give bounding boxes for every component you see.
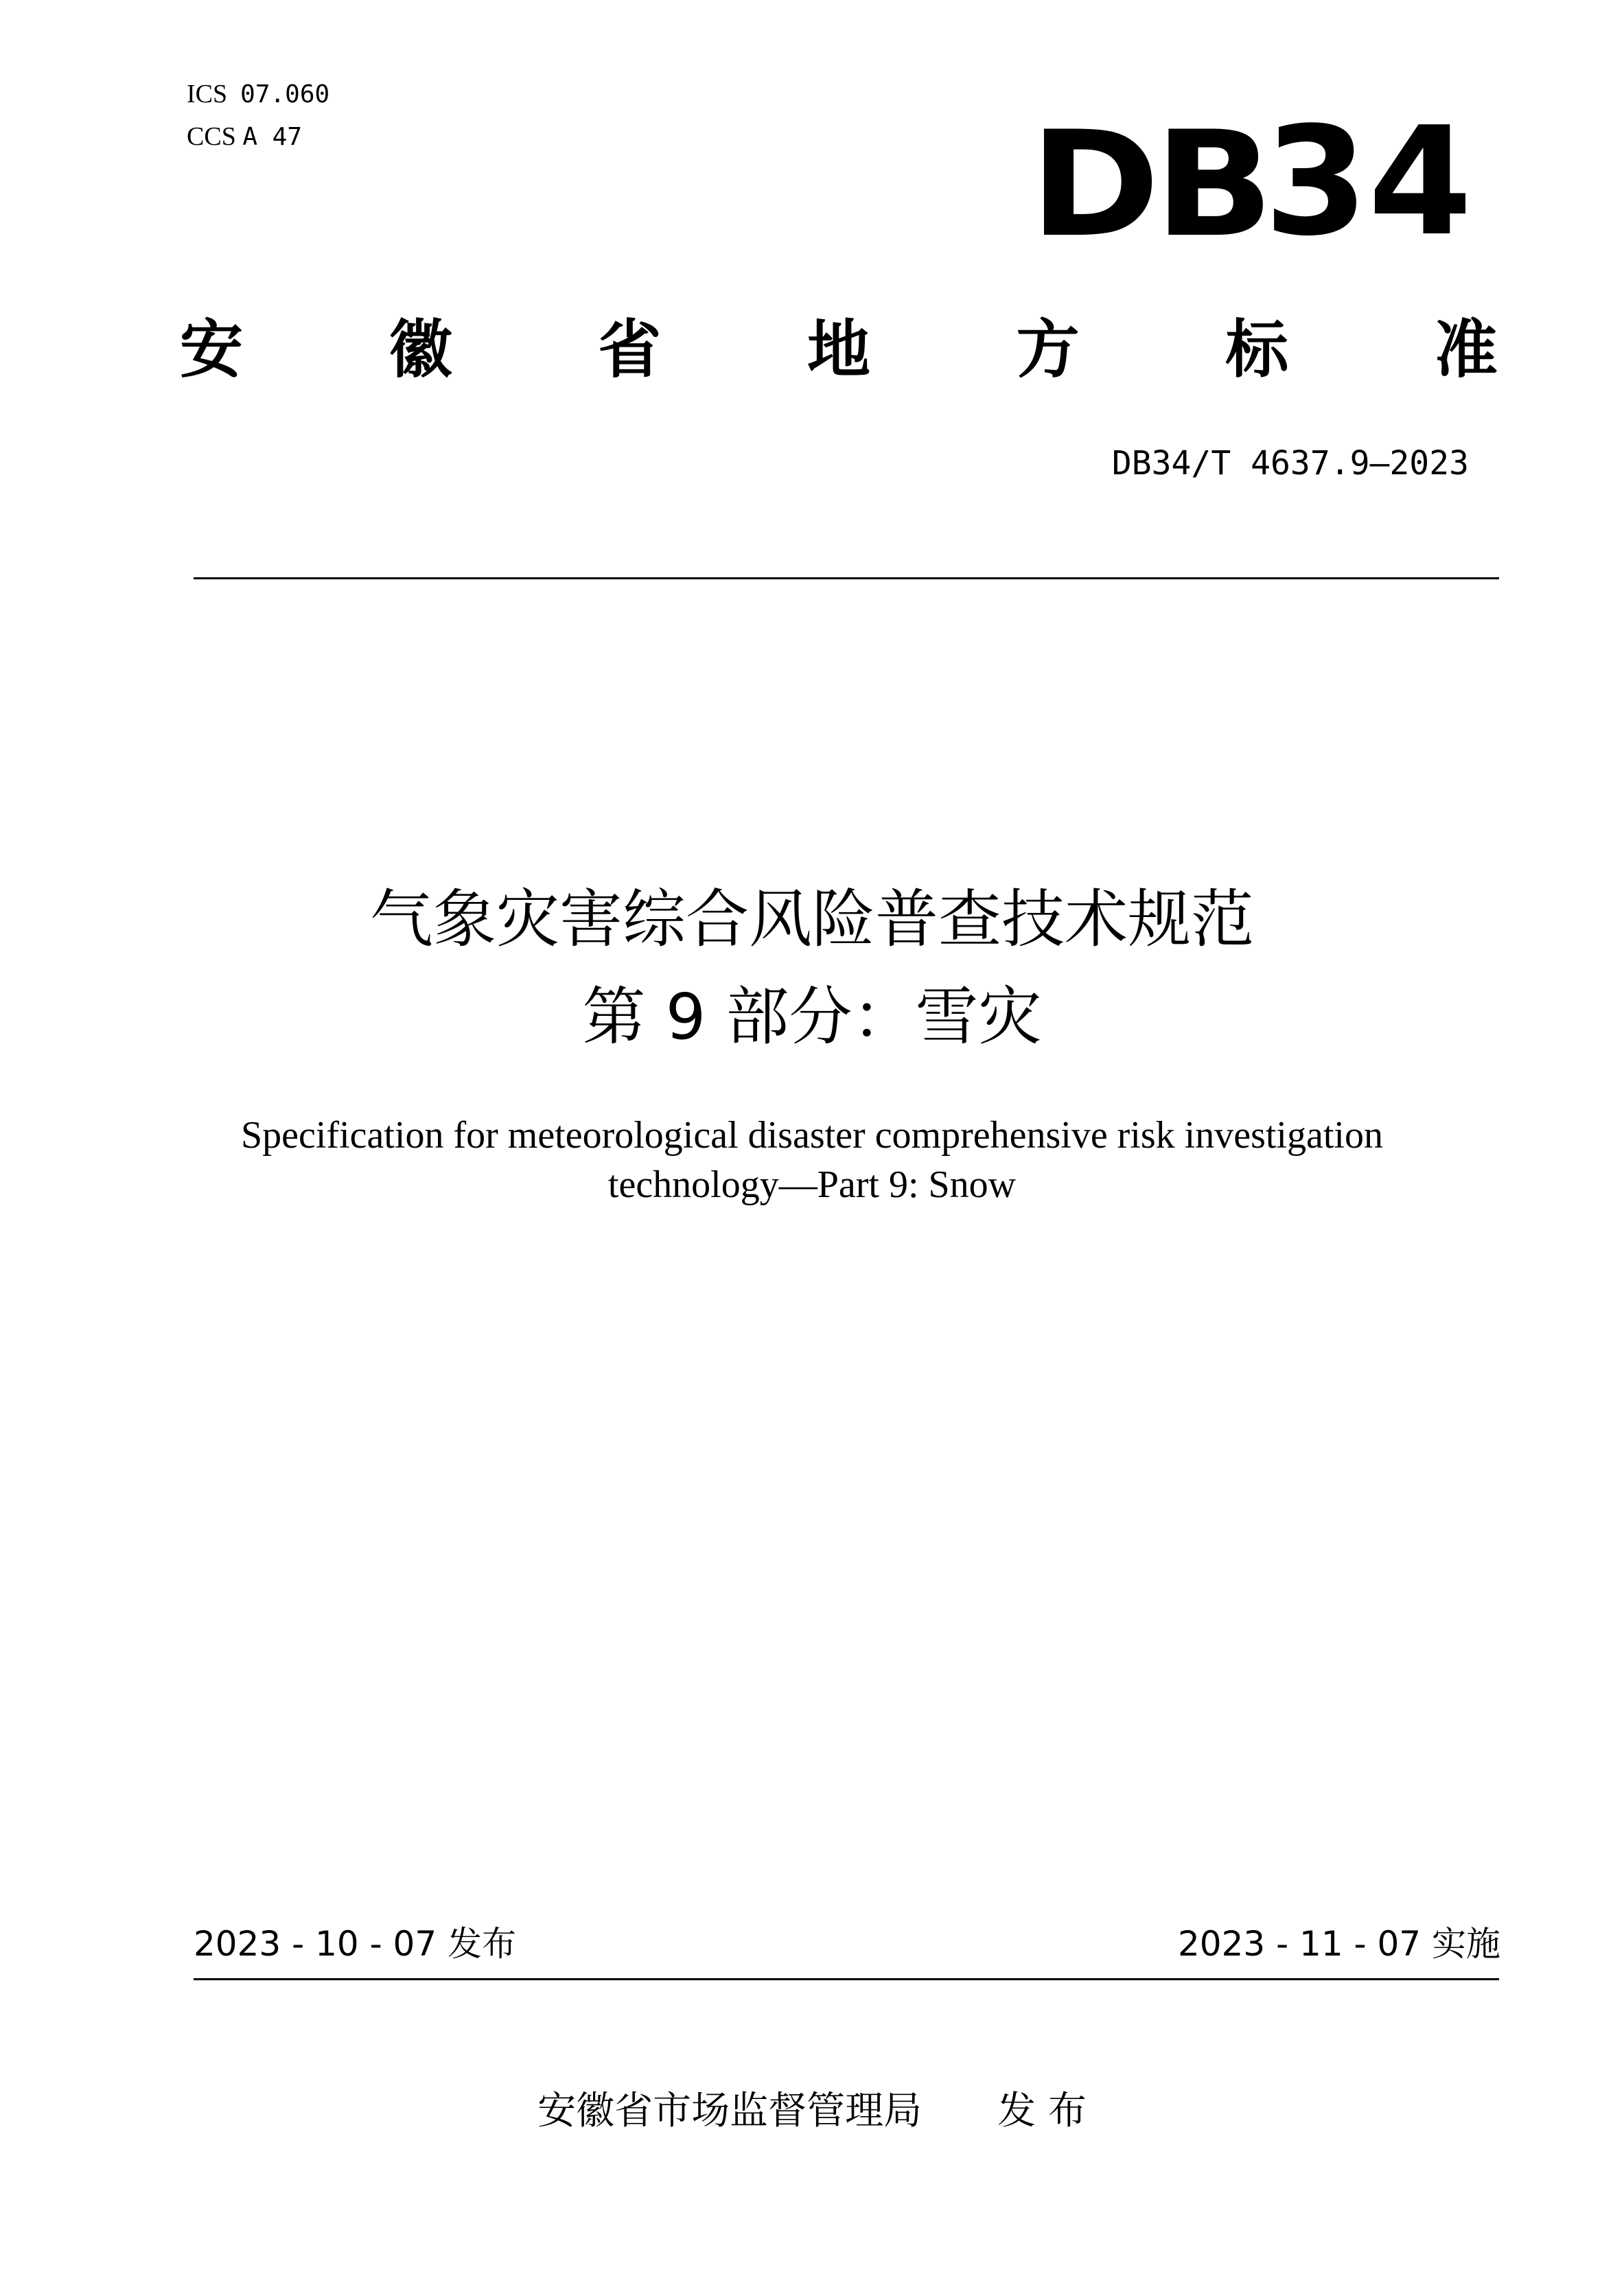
standard-number: DB34/T 4637.9—2023	[1111, 444, 1469, 483]
ccs-number: A 47	[242, 123, 303, 151]
publisher-org: 安徽省市场监督管理局	[537, 2089, 923, 2133]
top-divider	[194, 577, 1499, 579]
standard-type-char: 省	[598, 313, 662, 386]
publish-date: 2023 - 10 - 07 发布	[194, 1924, 517, 1964]
standard-type-char: 安	[180, 313, 244, 386]
standard-type-heading	[180, 312, 1498, 388]
title-en-line-1: Specification for meteorological disaster comprehensive risk investigation	[241, 1114, 1383, 1157]
standard-type-char: 标	[1225, 313, 1289, 386]
bottom-divider	[194, 1978, 1499, 1980]
ics-number: 07.060	[240, 80, 330, 108]
implementation-date: 2023 - 11 - 07 实施	[1177, 1924, 1500, 1964]
db34-logo	[1030, 95, 1472, 269]
publisher-line	[0, 2087, 1624, 2136]
standard-type-char: 地	[807, 313, 870, 386]
standard-type-char: 徽	[388, 313, 452, 386]
standard-type-char: 准	[1434, 313, 1498, 386]
ics-label: ICS	[187, 80, 228, 108]
ccs-label: CCS	[187, 122, 236, 151]
ics-code	[187, 78, 329, 111]
title-cn-line-1: 气象灾害综合风险普查技术规范	[369, 883, 1254, 956]
ccs-code	[187, 121, 302, 153]
title-cn-line-2: 第 9 部分：雪灾	[582, 980, 1042, 1054]
publisher-action: 发 布	[997, 2089, 1087, 2133]
title-en-line-2: technology—Part 9: Snow	[607, 1163, 1017, 1206]
logo-number-text: 34	[1264, 95, 1472, 269]
standard-type-char: 方	[1016, 313, 1080, 386]
logo-db-text: DB	[1030, 100, 1268, 269]
